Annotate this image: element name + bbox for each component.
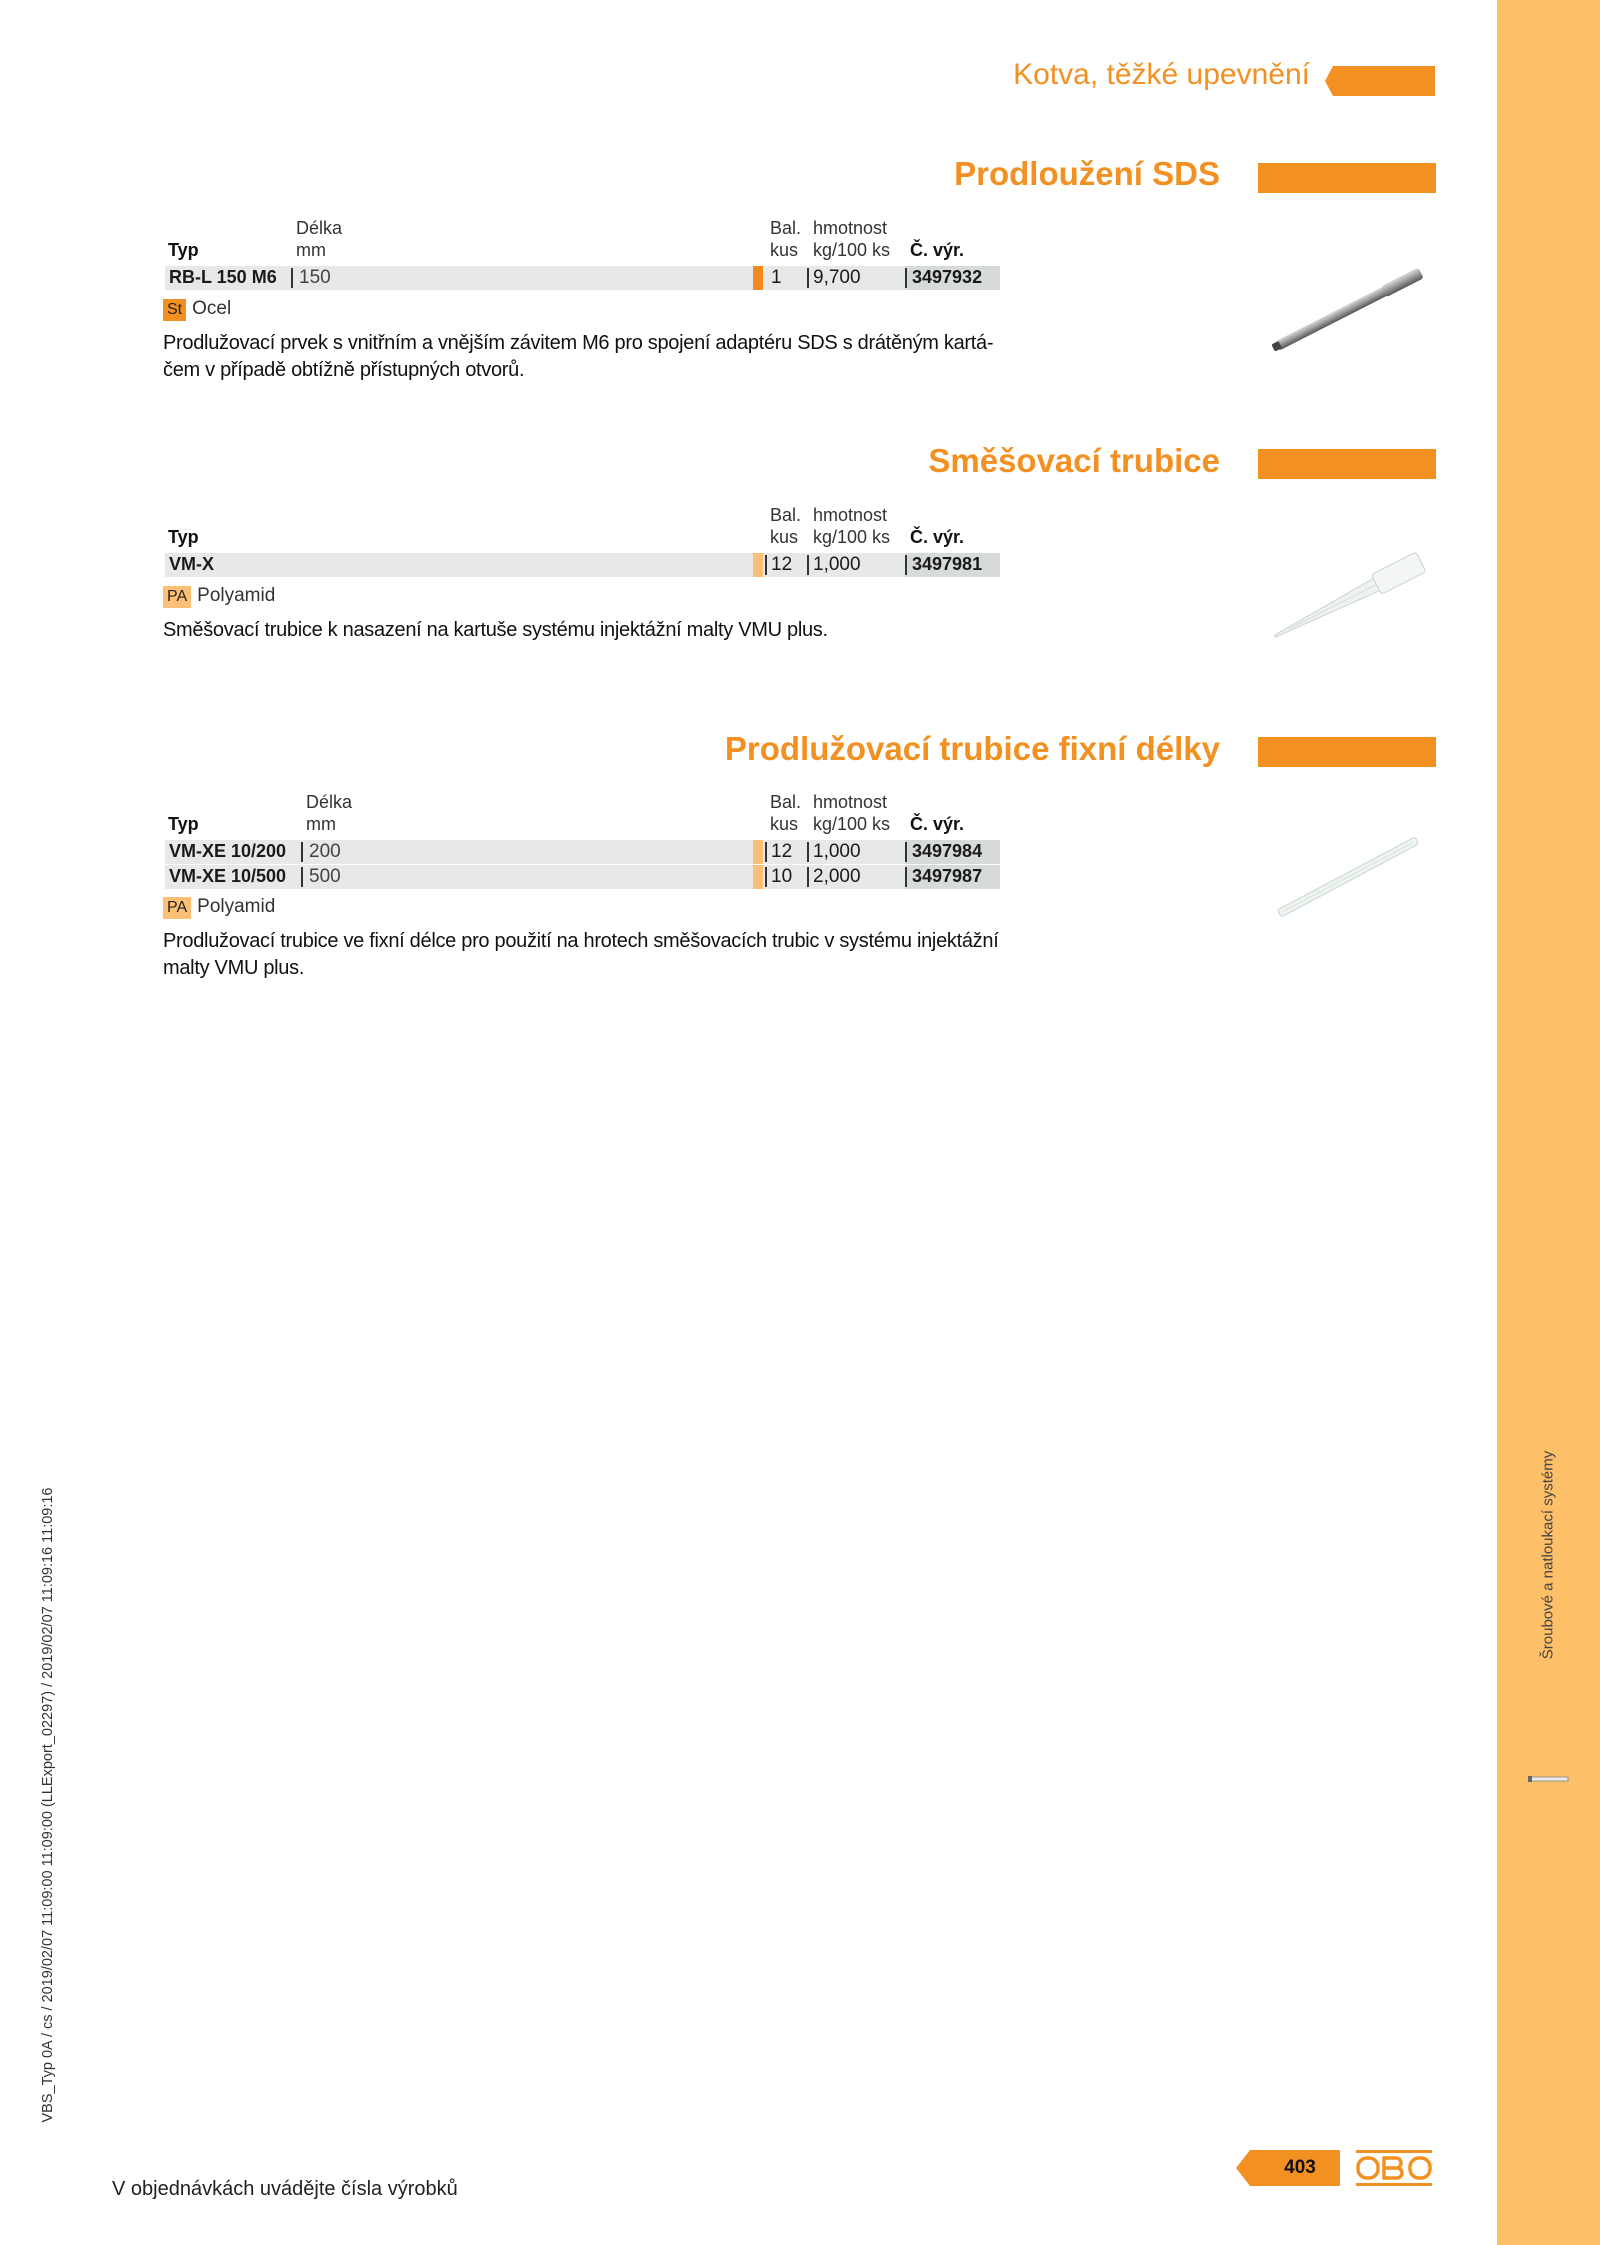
material-badge: PA — [163, 897, 191, 919]
col-article-label: Č. výr. — [910, 240, 965, 260]
col-weight-label: hmotnost — [813, 218, 888, 238]
product-table-fixed-extension-tube — [165, 792, 1000, 890]
col-length-label: Délka — [296, 218, 343, 238]
table-header — [165, 505, 1000, 553]
material-line — [163, 298, 231, 321]
cell-divider — [765, 867, 767, 887]
row-pack: 10 — [771, 866, 793, 887]
row-weight: 9,700 — [813, 267, 861, 288]
col-pack-label: Bal. — [770, 792, 802, 812]
side-band — [1497, 0, 1600, 2245]
anchor-rod-icon — [1528, 1776, 1572, 1782]
section-title-bar — [1258, 737, 1436, 767]
sds-extension-rod-image — [1260, 262, 1435, 358]
section-title-bar — [1258, 163, 1436, 193]
section-title-sds-extension: Prodloužení SDS — [954, 155, 1220, 192]
row-pack: 12 — [771, 841, 793, 862]
row-type: VM-XE 10/500 — [169, 866, 287, 886]
col-weight-label: hmotnost — [813, 792, 888, 812]
footer-note: V objednávkách uvádějte čísla výrobků — [112, 2178, 458, 2200]
row-type: RB-L 150 M6 — [169, 267, 277, 287]
product-table-sds — [165, 218, 1000, 291]
cell-divider — [301, 842, 303, 862]
material-line — [163, 585, 275, 608]
material-badge: PA — [163, 586, 191, 608]
fixed-extension-tube-image — [1268, 832, 1428, 922]
cell-divider — [807, 555, 809, 575]
row-type: VM-X — [169, 554, 214, 574]
cell-divider — [807, 268, 809, 288]
row-stripe — [753, 266, 763, 290]
row-length: 500 — [309, 866, 341, 887]
product-description: Prodlužovací trubice ve fixní délce pro použití na hrotech směšovacích trubic v systému injektážní malty VMU plus. — [163, 930, 999, 979]
cell-divider — [905, 268, 907, 288]
material-line — [163, 896, 275, 919]
row-article-number: 3497932 — [912, 267, 983, 287]
product-description: Prodlužovací prvek s vnitřním a vnějším závitem M6 pro spojení adaptéru SDS s drátěným kartá-čem v případě obtížně přístupných otvorů. — [163, 332, 994, 381]
material-name: Polyamid — [197, 896, 276, 917]
col-article-label: Č. výr. — [910, 814, 965, 834]
cell-divider — [905, 842, 907, 862]
page-number: 403 — [1284, 2157, 1316, 2178]
col-length-label: Délka — [306, 792, 353, 812]
side-category-label: Šroubové a natloukací systémy — [1539, 1450, 1557, 1660]
col-pack-label: Bal. — [770, 505, 802, 525]
material-name: Polyamid — [197, 585, 276, 606]
col-weight-unit: kg/100 ks — [813, 527, 891, 547]
col-pack-unit: kus — [770, 814, 799, 834]
col-length-unit: mm — [306, 814, 336, 834]
row-stripe — [753, 840, 763, 864]
product-table-mixing-tube — [165, 505, 1000, 578]
cell-divider — [765, 555, 767, 575]
col-weight-label: hmotnost — [813, 505, 888, 525]
table-row — [165, 865, 1000, 889]
print-metadata: VBS_Typ 0A / cs / 2019/02/07 11:09:00 11:09:00 (LLExport_02297) / 2019/02/07 11:09:16 11:09:16 — [40, 1487, 56, 2123]
row-length: 200 — [309, 841, 341, 862]
col-article-label: Č. výr. — [910, 527, 965, 547]
col-pack-label: Bal. — [770, 218, 802, 238]
row-weight: 1,000 — [813, 841, 861, 862]
cell-divider — [765, 842, 767, 862]
col-weight-unit: kg/100 ks — [813, 240, 891, 260]
section-title-fixed-extension-tube: Prodlužovací trubice fixní délky — [724, 730, 1220, 767]
col-type-label: Typ — [168, 814, 199, 834]
col-pack-unit: kus — [770, 527, 799, 547]
header-tab-marker — [1325, 66, 1435, 96]
table-row — [165, 553, 1000, 577]
col-type-label: Typ — [168, 527, 199, 547]
row-weight: 1,000 — [813, 554, 861, 575]
col-type-label: Typ — [168, 240, 199, 260]
row-pack: 1 — [771, 267, 782, 288]
cell-divider — [291, 268, 293, 288]
obo-logo — [1356, 2150, 1432, 2186]
row-pack: 12 — [771, 554, 793, 575]
page-header-title: Kotva, těžké upevnění — [1013, 58, 1310, 91]
table-row — [165, 266, 1000, 290]
table-header — [165, 218, 1000, 266]
section-title-mixing-tube: Směšovací trubice — [928, 442, 1220, 479]
material-name: Ocel — [192, 298, 232, 319]
cell-divider — [807, 842, 809, 862]
row-article-number: 3497987 — [912, 866, 983, 886]
col-length-unit: mm — [296, 240, 326, 260]
row-article-number: 3497984 — [912, 841, 983, 861]
mixing-tube-image — [1262, 548, 1434, 650]
section-title-bar — [1258, 449, 1436, 479]
cell-divider — [905, 555, 907, 575]
product-description: Směšovací trubice k nasazení na kartuše systému injektážní malty VMU plus. — [163, 619, 828, 641]
row-length: 150 — [299, 267, 331, 288]
row-stripe — [753, 865, 763, 889]
table-header — [165, 792, 1000, 840]
row-article-number: 3497981 — [912, 554, 983, 574]
row-weight: 2,000 — [813, 866, 861, 887]
cell-divider — [301, 867, 303, 887]
cell-divider — [905, 867, 907, 887]
row-type: VM-XE 10/200 — [169, 841, 287, 861]
row-stripe — [753, 553, 763, 577]
cell-divider — [807, 867, 809, 887]
table-row — [165, 840, 1000, 864]
material-badge: St — [163, 299, 186, 321]
col-weight-unit: kg/100 ks — [813, 814, 891, 834]
col-pack-unit: kus — [770, 240, 799, 260]
